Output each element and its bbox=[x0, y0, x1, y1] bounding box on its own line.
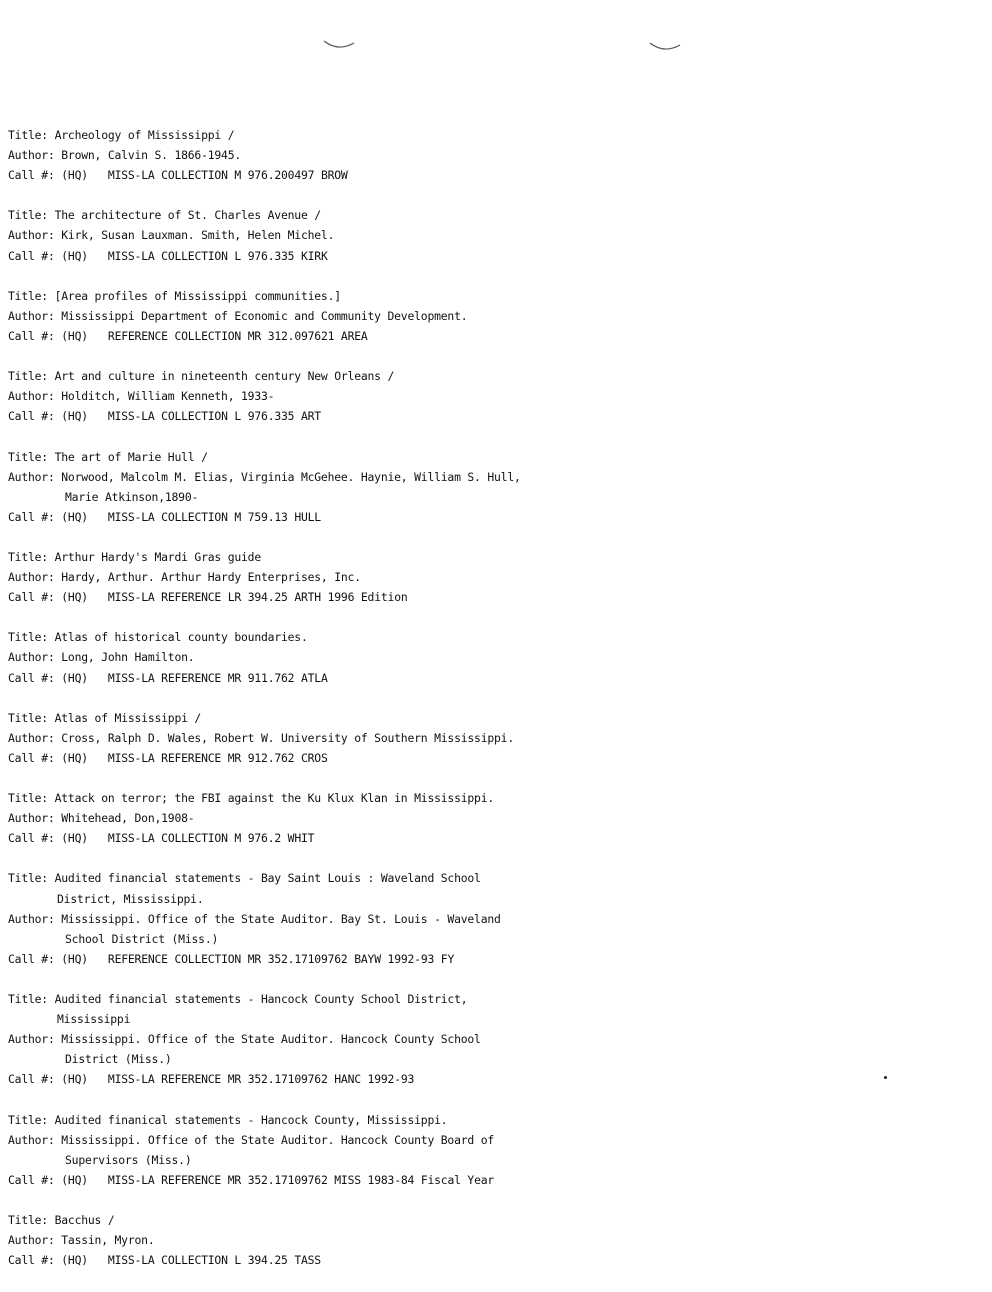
record-title: Title: Bacchus / bbox=[8, 1213, 115, 1228]
record-author: Author: Mississippi. Office of the State Auditor. Hancock County Board of bbox=[8, 1132, 495, 1147]
record-title: Title: Arthur Hardy's Mardi Gras guide bbox=[8, 549, 261, 564]
record-author: Author: Norwood, Malcolm M. Elias, Virginia McGehee. Haynie, William S. Hull, bbox=[8, 469, 521, 484]
record-author: Author: Kirk, Susan Lauxman. Smith, Helen Michel. bbox=[8, 228, 335, 243]
record-author: Author: Long, John Hamilton. bbox=[8, 650, 195, 665]
record-author: Author: Mississippi. Office of the State Auditor. Hancock County School bbox=[8, 1032, 481, 1047]
record-call-number: Call #: (HQ) REFERENCE COLLECTION MR 352.17109762 BAYW 1992-93 FY bbox=[8, 951, 455, 966]
record-title: Title: Atlas of Mississippi / bbox=[8, 710, 202, 725]
record-call-number: Call #: (HQ) MISS-LA COLLECTION L 394.25 TASS bbox=[8, 1253, 321, 1268]
record-author: Author: Tassin, Myron. bbox=[8, 1233, 155, 1248]
record-title-continued: Mississippi bbox=[57, 1012, 131, 1027]
record-title: Title: Archeology of Mississippi / bbox=[8, 128, 235, 142]
record-author: Author: Whitehead, Don,1908- bbox=[8, 811, 195, 826]
record-call-number: Call #: (HQ) MISS-LA REFERENCE MR 911.762 ATLA bbox=[8, 670, 328, 685]
record-author: Author: Hardy, Arthur. Arthur Hardy Enterprises, Inc. bbox=[8, 570, 361, 585]
record-call-number: Call #: (HQ) REFERENCE COLLECTION MR 312.097621 AREA bbox=[8, 328, 368, 343]
scan-mark-left bbox=[322, 38, 356, 52]
record-call-number: Call #: (HQ) MISS-LA REFERENCE MR 352.17109762 HANC 1992-93 bbox=[8, 1072, 415, 1087]
catalog-record bbox=[8, 547, 978, 607]
record-title: Title: Audited financial statements - Hancock County School District, bbox=[8, 992, 468, 1007]
catalog-record bbox=[8, 447, 978, 527]
catalog-record bbox=[8, 205, 978, 265]
catalog-record bbox=[8, 125, 978, 185]
catalog-record bbox=[8, 627, 978, 687]
catalog-record bbox=[8, 708, 978, 768]
record-call-number: Call #: (HQ) MISS-LA COLLECTION L 976.335 ART bbox=[8, 409, 321, 424]
record-title: Title: [Area profiles of Mississippi communities.] bbox=[8, 288, 341, 303]
record-call-number: Call #: (HQ) MISS-LA COLLECTION M 976.200497 BROW bbox=[8, 168, 348, 183]
record-title: Title: Attack on terror; the FBI against the Ku Klux Klan in Mississippi. bbox=[8, 791, 495, 806]
catalog-records-list bbox=[8, 125, 978, 1290]
record-call-number: Call #: (HQ) MISS-LA COLLECTION L 976.335 KIRK bbox=[8, 248, 328, 263]
record-title: Title: Art and culture in nineteenth century New Orleans / bbox=[8, 369, 395, 384]
catalog-record bbox=[8, 788, 978, 848]
catalog-record bbox=[8, 286, 978, 346]
record-author-continued: Marie Atkinson,1890- bbox=[65, 489, 199, 504]
record-title: Title: Audited finanical statements - Hancock County, Mississippi. bbox=[8, 1112, 448, 1127]
record-call-number: Call #: (HQ) MISS-LA COLLECTION M 976.2 WHIT bbox=[8, 831, 315, 846]
record-title: Title: Atlas of historical county boundaries. bbox=[8, 630, 308, 645]
record-author: Author: Mississippi Department of Economic and Community Development. bbox=[8, 308, 468, 323]
catalog-record bbox=[8, 1110, 978, 1190]
catalog-record bbox=[8, 989, 978, 1089]
record-author-continued: District (Miss.) bbox=[65, 1052, 172, 1067]
scan-mark-right bbox=[648, 40, 682, 54]
record-title: Title: Audited financial statements - Bay Saint Louis : Waveland School bbox=[8, 871, 481, 886]
record-call-number: Call #: (HQ) MISS-LA REFERENCE MR 352.17109762 MISS 1983-84 Fiscal Year bbox=[8, 1172, 495, 1187]
record-title: Title: The art of Marie Hull / bbox=[8, 449, 208, 464]
record-author: Author: Brown, Calvin S. 1866-1945. bbox=[8, 148, 242, 163]
record-title: Title: The architecture of St. Charles Avenue / bbox=[8, 208, 321, 223]
record-title-continued: District, Mississippi. bbox=[57, 891, 204, 906]
catalog-record bbox=[8, 868, 978, 968]
record-author: Author: Cross, Ralph D. Wales, Robert W. University of Southern Mississippi. bbox=[8, 730, 514, 745]
record-author: Author: Mississippi. Office of the State Auditor. Bay St. Louis - Waveland bbox=[8, 911, 501, 926]
catalog-record bbox=[8, 366, 978, 426]
record-call-number: Call #: (HQ) MISS-LA REFERENCE MR 912.762 CROS bbox=[8, 750, 328, 765]
record-author-continued: Supervisors (Miss.) bbox=[65, 1152, 192, 1167]
record-call-number: Call #: (HQ) MISS-LA REFERENCE LR 394.25 ARTH 1996 Edition bbox=[8, 590, 408, 605]
record-call-number: Call #: (HQ) MISS-LA COLLECTION M 759.13 HULL bbox=[8, 509, 321, 524]
record-author-continued: School District (Miss.) bbox=[65, 931, 219, 946]
catalog-record bbox=[8, 1210, 978, 1270]
record-author: Author: Holditch, William Kenneth, 1933- bbox=[8, 389, 275, 404]
